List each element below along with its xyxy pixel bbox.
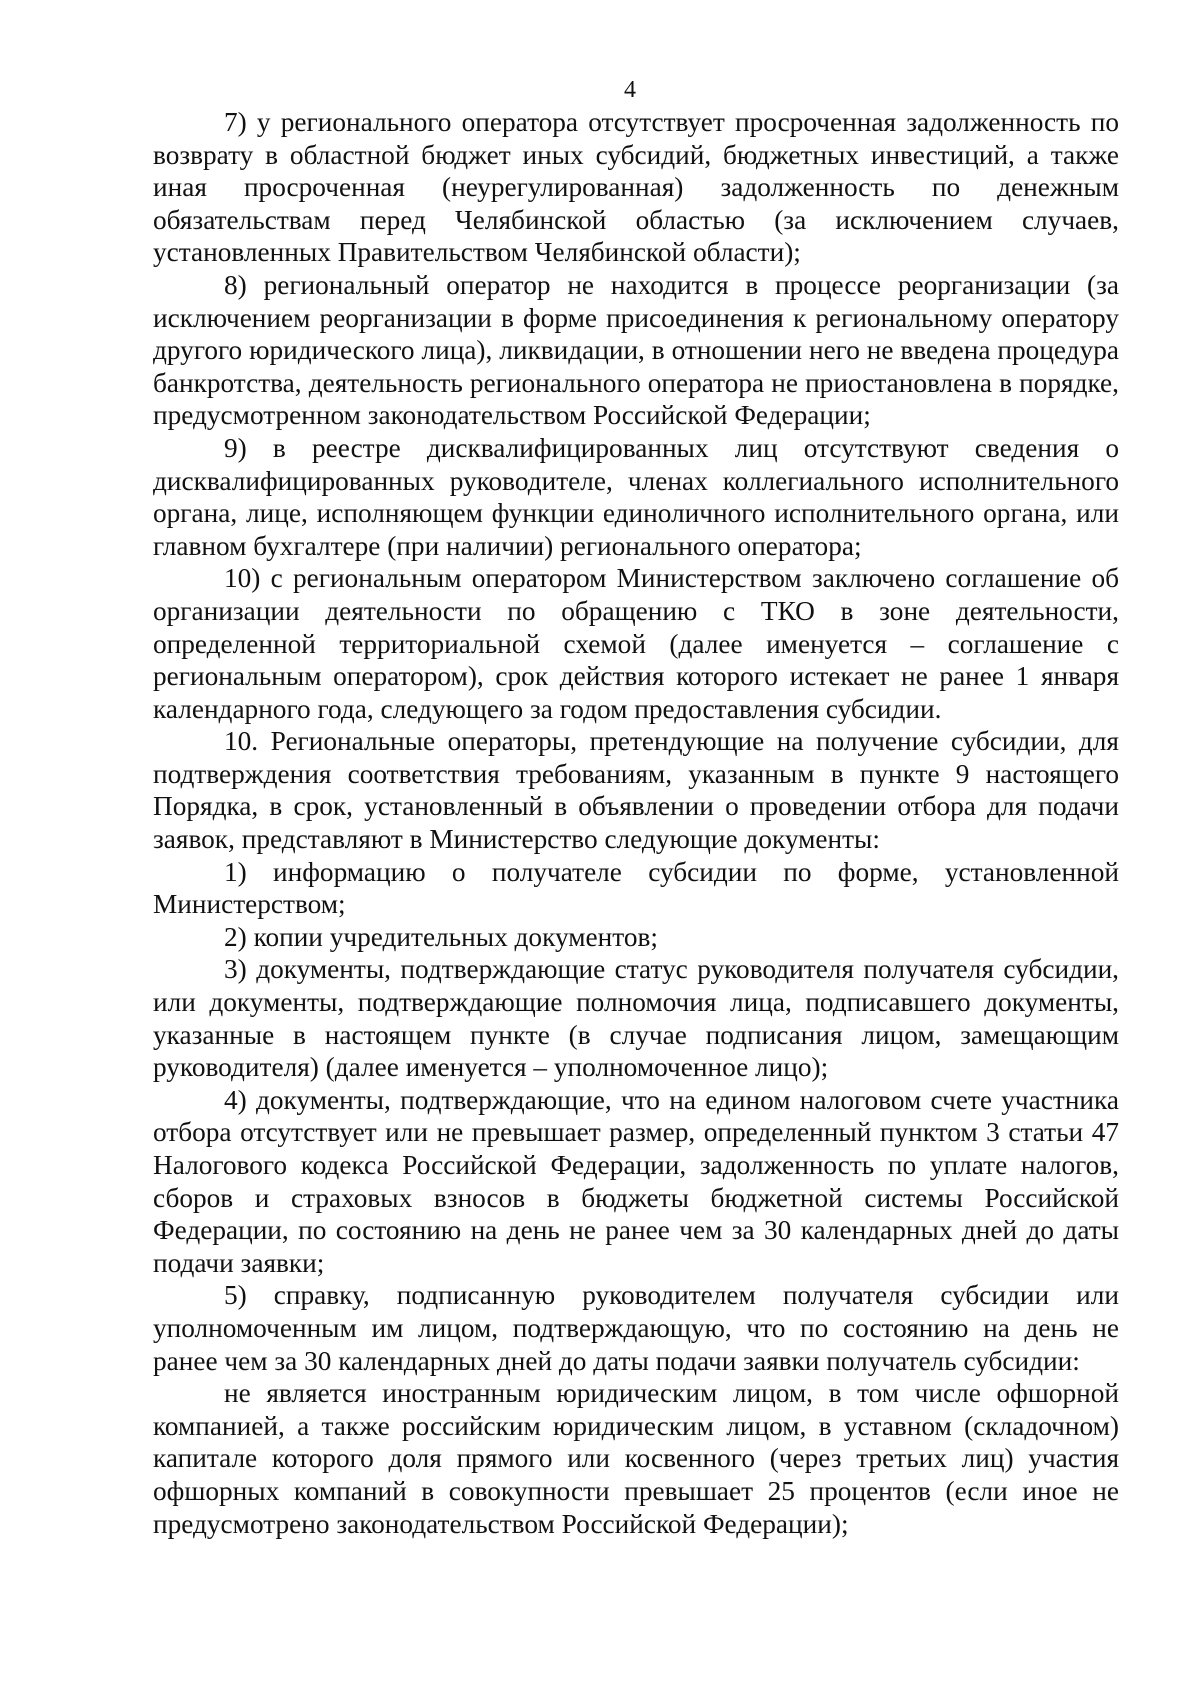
paragraph-document-1: 1) информацию о получателе субсидии по форме, установленной Министерством; [153,856,1119,920]
paragraph-item-9: 9) в реестре дисквалифицированных лиц отсутствуют сведения о дисквалифицированных руководителе, членах коллегиального исполнительного органа, лице, исполняющем функции единоличного исполнительного органа, или главном бухгалтере (при наличии) регионального оператора; [153,432,1119,561]
paragraph-document-4: 4) документы, подтверждающие, что на едином налоговом счете участника отбора отсутствует или не превышает размер, определенный пунктом 3 статьи 47 Налогового кодекса Российской Федерации, задолженность по уплате налогов, сборов и страховых взносов в бюджеты бюджетной системы Российской Федерации, по состоянию на день не ранее чем за 30 календарных дней до даты подачи заявки; [153,1084,1119,1278]
paragraph-condition: не является иностранным юридическим лицом, в том числе офшорной компанией, а также российским юридическим лицом, в уставном (складочном) капитале которого доля прямого или косвенного (через третьих лиц) участия офшорных компаний в совокупности превышает 25 процентов (если иное не предусмотрено законодательством Российской Федерации); [153,1378,1119,1539]
paragraph-item-7: 7) у регионального оператора отсутствует просроченная задолженность по возврату в областной бюджет иных субсидий, бюджетных инвестиций, а также иная просроченная (неурегулированная) задолженность по денежным обязательствам перед Челябинской областью (за исключением случаев, установленных Правительством Челябинской области); [153,107,1119,268]
page-number: 4 [624,77,636,103]
document-body [153,106,1119,1540]
paragraph-section-10: 10. Региональные операторы, претендующие на получение субсидии, для подтверждения соответствия требованиям, указанным в пункте 9 настоящего Порядка, в срок, установленный в объявлении о проведении отбора для подачи заявок, представляют в Министерство следующие документы: [153,726,1119,855]
paragraph-document-2: 2) копии учредительных документов; [224,921,658,952]
paragraph-document-3: 3) документы, подтверждающие статус руководителя получателя субсидии, или документы, подтверждающие полномочия лица, подписавшего документы, указанные в настоящем пункте (в случае подписания лицом, замещающим руководителя) (далее именуется – уполномоченное лицо); [153,954,1119,1083]
paragraph-document-5: 5) справку, подписанную руководителем получателя субсидии или уполномоченным им лицом, подтверждающую, что по состоянию на день не ранее чем за 30 календарных дней до даты подачи заявки получатель субсидии: [153,1280,1119,1376]
paragraph-item-10: 10) с региональным оператором Министерством заключено соглашение об организации деятельности по обращению с ТКО в зоне деятельности, определенной территориальной схемой (далее именуется – соглашение с региональным оператором), срок действия которого истекает не ранее 1 января календарного года, следующего за годом предоставления субсидии. [153,563,1119,724]
paragraph-item-8: 8) региональный оператор не находится в процессе реорганизации (за исключением реорганизации в форме присоединения к региональному оператору другого юридического лица), ликвидации, в отношении него не введена процедура банкротства, деятельность регионального оператора не приостановлена в порядке, предусмотренном законодательством Российской Федерации; [153,269,1119,431]
